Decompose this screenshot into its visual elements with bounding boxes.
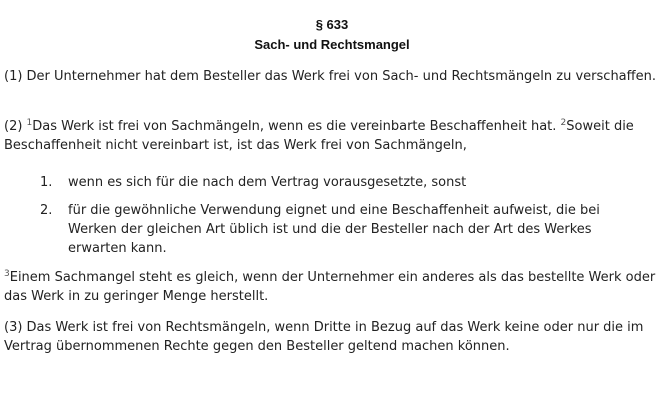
numbered-list xyxy=(0,173,664,258)
paragraph-2-sentence-3-text: Einem Sachmangel steht es gleich, wenn der Unternehmer ein anderes als das bestellte Werk oder das Werk in zu geringer Menge herstellt. xyxy=(4,270,656,304)
section-number: § 633 xyxy=(315,17,349,32)
list-item-number: 2. xyxy=(40,203,53,218)
list-item-number: 1. xyxy=(40,175,53,190)
sentence-number-2: 2 xyxy=(560,118,567,128)
paragraph-1: (1) Der Unternehmer hat dem Besteller das Werk frei von Sach- und Rechtsmängeln zu verschaffen. xyxy=(4,69,656,84)
paragraph-2 xyxy=(4,117,664,155)
list-item-text: für die gewöhnliche Verwendung eignet und eine Beschaffenheit aufweist, die bei Werken der gleichen Art üblich ist und die der Besteller nach der Art des Werkes erwarten kann. xyxy=(68,203,600,256)
list-item xyxy=(0,201,664,258)
paragraph-2-sentence-1: Das Werk ist frei von Sachmängeln, wenn es die vereinbarte Beschaffenheit hat. xyxy=(32,119,561,134)
paragraph-3: (3) Das Werk ist frei von Rechtsmängeln, wenn Dritte in Bezug auf das Werk keine oder nur die im Vertrag übernommenen Rechte gegen den Besteller geltend machen können. xyxy=(4,320,644,354)
sentence-number-1: 1 xyxy=(26,118,33,128)
list-item xyxy=(0,173,664,192)
sentence-number-3: 3 xyxy=(4,269,10,279)
paragraph-2-sentence-2: Soweit die Beschaffenheit nicht vereinbart ist, ist das Werk frei von Sachmängeln, xyxy=(4,119,634,153)
list-item-text: wenn es sich für die nach dem Vertrag vorausgesetzte, sonst xyxy=(68,175,467,190)
paragraph-2-prefix: (2) xyxy=(4,119,27,134)
section-title: Sach- und Rechtsmangel xyxy=(254,37,410,52)
paragraph-2-sentence-3 xyxy=(4,268,664,306)
